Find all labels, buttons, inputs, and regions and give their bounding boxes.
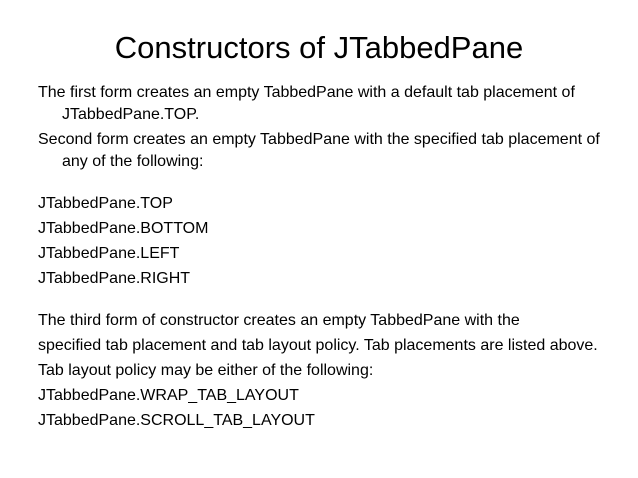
paragraph-layout-policy: Tab layout policy may be either of the following: xyxy=(38,362,374,379)
placement-bottom: JTabbedPane.BOTTOM xyxy=(38,220,209,237)
slide-title: Constructors of JTabbedPane xyxy=(114,30,524,65)
placement-left: JTabbedPane.LEFT xyxy=(38,245,180,262)
placement-right: JTabbedPane.RIGHT xyxy=(38,270,191,287)
paragraph-third-form-line2: specified tab placement and tab layout policy. Tab placements are listed above. xyxy=(38,337,598,354)
slide-body xyxy=(38,82,623,432)
paragraph-specified-placement: Second form creates an empty TabbedPane with the specified tab placement of any of the following: xyxy=(38,131,600,170)
policy-scroll: JTabbedPane.SCROLL_TAB_LAYOUT xyxy=(38,412,315,429)
policy-wrap: JTabbedPane.WRAP_TAB_LAYOUT xyxy=(38,387,299,404)
paragraph-default-placement: The first form creates an empty TabbedPane with a default tab placement of JTabbedPane.TOP. xyxy=(38,84,575,123)
placement-top: JTabbedPane.TOP xyxy=(38,195,173,212)
paragraph-third-form-line1: The third form of constructor creates an empty TabbedPane with the xyxy=(38,312,520,329)
